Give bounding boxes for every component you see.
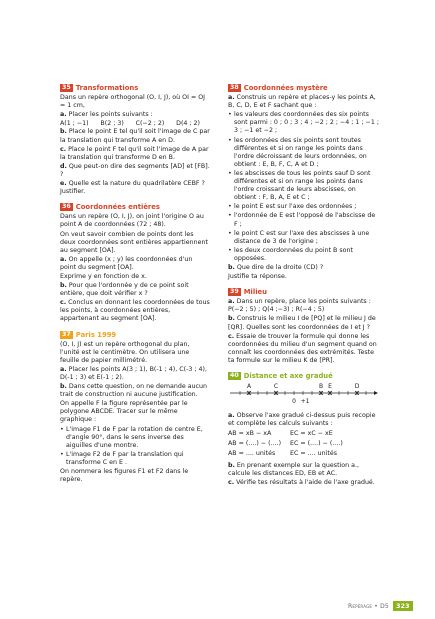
point-a: A(1 ; −1) <box>60 120 89 128</box>
footer-section: Repérage • D5 <box>348 602 389 610</box>
question-a: a. On appelle (x ; y) les coordonnées d'un point du segment [OA]. <box>60 255 193 271</box>
exercise-header <box>60 203 210 211</box>
calc-ec-formula: EC = xC − xE <box>290 430 333 438</box>
exercise-title: Milieu <box>243 288 267 297</box>
exercise-number: 36 <box>62 203 71 211</box>
exercise-intro-2: On veut savoir combien de points dont les deux coordonnées sont entières appartiennent au segment [OA]. <box>60 230 208 254</box>
graduated-axis <box>228 382 378 408</box>
bullet-item: • les ordonnées des six points sont toutes différentes et si on range les points dans l'ordre décroissant de leurs ordonnées, on obtient : E, B, F, C, A et D ; <box>228 137 380 169</box>
exercise-number: 40 <box>230 372 239 380</box>
exercise-number: 39 <box>230 288 239 296</box>
question-a: a. Construis un repère et places-y les points A, B, C, D, E et F sachant que : <box>228 94 376 110</box>
question-b: b. Dans cette question, on ne demande aucun trait de construction ni aucune justification. <box>60 383 207 399</box>
exercise-title: Distance et axe gradué <box>243 372 333 380</box>
point-b: B(2 ; 3) <box>100 120 124 128</box>
question-c: c. Conclus en donnant les coordonnées de tous les points, à coordonnées entières, appartenant au segment [OA]. <box>60 299 210 323</box>
question-c: c. Vérifie tes résultats à l'aide de l'axe gradué. <box>228 478 375 486</box>
exercise-intro: Dans un repère (O, I, J), on joint l'origine O au point A de coordonnées (72 ; 48). <box>60 213 204 229</box>
bullet-list <box>60 426 210 467</box>
question-b: b. Place le point E tel qu'il soit l'image de C par la translation qui transforme A en D. <box>60 128 210 144</box>
question-b: b. Construis le milieu I de [PQ] et le milieu J de [QR]. Quelles sont les coordonnées de I et J ? <box>228 315 376 331</box>
bullet-item: • l'ordonnée de E est l'opposé de l'abscisse de F ; <box>228 212 380 228</box>
bullet-item: • le point E est sur l'axe des ordonnées ; <box>228 203 380 211</box>
exercise-number: 38 <box>230 84 239 92</box>
calc-ec-values: EC = (....) − (....) <box>290 440 343 448</box>
calc-ec-result: EC = .... unités <box>290 450 338 458</box>
exercise-header <box>60 331 210 339</box>
calc-ab-result: AB = .... unités <box>228 450 276 458</box>
points-list <box>60 120 210 128</box>
exercise-header <box>228 288 380 296</box>
bullet-item: • L'image F2 de F par la translation qui transforme C en E . <box>60 451 210 467</box>
right-column <box>228 84 380 494</box>
exercise-38 <box>228 84 380 281</box>
axis-label-e: E <box>328 383 332 391</box>
point-d: D(4 ; 2) <box>176 120 200 128</box>
bullet-item: • les valeurs des coordonnées des six points sont parmi : 0 ; 0 ; 3 ; 4 ; −2 ; 2 ; −4 ; 1 ; −1 ; 3 ; −1 et −2 ; <box>228 111 380 135</box>
axis-label-b: B <box>318 383 324 391</box>
axis-label-c: C <box>273 383 279 391</box>
exercise-header <box>228 372 380 380</box>
question-c: c. Place le point F tel qu'il soit l'image de A par la translation qui transforme D en B. <box>60 145 209 161</box>
exercise-40 <box>228 372 380 487</box>
axis-graphic <box>228 382 378 408</box>
left-column <box>60 84 210 491</box>
calc-ab-formula: AB = xB − xA <box>228 430 272 438</box>
exercise-title: Coordonnées entières <box>75 203 160 212</box>
question-b: b. Que dire de la droite (CD) ? <box>228 263 324 271</box>
question-e: e. Quelle est la nature du quadrilatère CEBF ? Justifier. <box>60 180 205 196</box>
question-a-2: Exprime y en fonction de x. <box>60 272 147 280</box>
bullet-item: • L'image F1 de F par la rotation de centre E, d'angle 90°, dans le sens inverse des aiguilles d'une montre. <box>60 426 210 450</box>
question-a: a. Observe l'axe gradué ci-dessus puis recopie et complète les calculs suivants : <box>228 412 376 428</box>
axis-label-d: D <box>354 383 360 391</box>
axis-label-a: A <box>246 383 252 391</box>
axis-one-label: +1 <box>300 398 310 406</box>
exercise-conclusion: On nommera les figures F1 et F2 dans le repère. <box>60 468 189 484</box>
question-c: c. Essaie de trouver la formule qui donne les coordonnées du milieu d'un segment quand on connaît les coordonnées des extrémités. Teste ta formule sur le milieu K de [PR]. <box>228 332 377 364</box>
exercise-title: Paris 1999 <box>75 330 117 339</box>
question-d: d. Que peut-on dire des segments [AD] et [FB]. ? <box>60 162 210 178</box>
question-a: a. Dans un repère, place les points suivants : P(−2 ; 5) ; Q(4 ;−3) ; R(−4 ; 5) <box>228 298 371 314</box>
exercise-intro: Dans un repère orthogonal (O, I, J), où OI = OJ = 1 cm, <box>60 94 206 110</box>
exercise-header <box>60 84 210 92</box>
exercise-36 <box>60 203 210 323</box>
calculation-grid <box>228 430 380 458</box>
exercise-intro: (O, I, J) est un repère orthogonal du plan, l'unité est le centimètre. On utilisera une feuille de papier millimétré. <box>60 340 190 364</box>
bullet-item: • les deux coordonnées du point B sont opposées. <box>228 247 380 263</box>
page-number: 323 <box>393 601 413 611</box>
question-b-2: Justifie ta réponse. <box>228 273 287 281</box>
question-b-2: On appelle F la figure représentée par le polygone ABCDE. Tracer sur le même graphique : <box>60 400 188 424</box>
exercise-title: Coordonnées mystère <box>243 84 328 92</box>
exercise-number: 35 <box>62 84 71 92</box>
exercise-number: 37 <box>62 330 71 338</box>
page-footer <box>348 601 413 611</box>
axis-arrow <box>374 391 378 395</box>
axis-zero-label: 0 <box>292 398 296 406</box>
point-c: C(−2 ; 2) <box>135 120 165 128</box>
exercise-37 <box>60 331 210 485</box>
exercise-header <box>228 84 380 92</box>
exercise-35 <box>60 84 210 196</box>
question-b: b. En prenant exemple sur la question a., calcule les distances ED, EB et AC. <box>228 461 359 477</box>
exercise-title: Transformations <box>75 84 139 92</box>
bullet-list <box>228 111 380 263</box>
calc-ab-values: AB = (....) − (....) <box>228 440 282 448</box>
question-b: b. Pour que l'ordonnée y de ce point soit entière, que doit vérifier x ? <box>60 282 189 298</box>
question-a: a. Placer les points suivants : <box>60 111 153 119</box>
bullet-item: • le point C est sur l'axe des abscisses à une distance de 3 de l'origine ; <box>228 230 380 246</box>
bullet-item: • les abscisses de tous les points sauf D sont différentes et si on range les points dans l'ordre croissant de leurs abscisses, on obtient : F, B, A, E et C ; <box>228 170 380 202</box>
exercise-39 <box>228 288 380 365</box>
question-a: a. Placer les points A(3 ; 1), B(-1 ; 4), C(-3 ; 4), D(-1 ; 3) et E(-1 ; 2). <box>60 365 207 381</box>
